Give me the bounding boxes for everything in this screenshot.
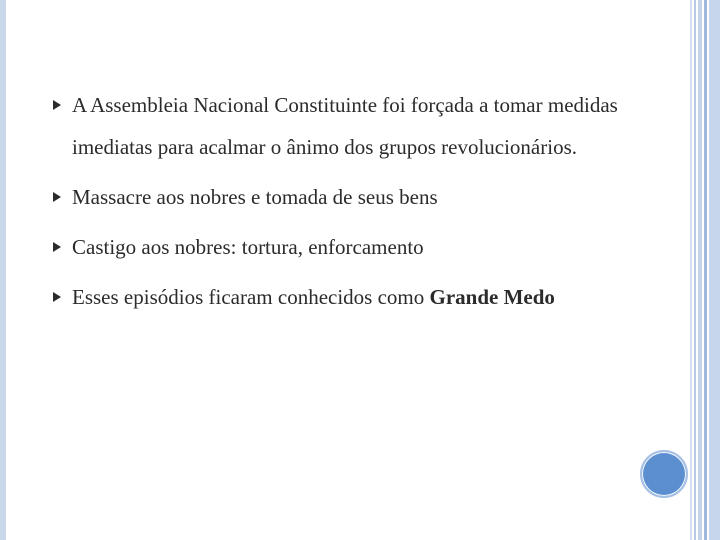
bullet-text xyxy=(72,285,555,309)
bullet-bold-term: Grande Medo xyxy=(429,285,555,309)
bullet-item-2 xyxy=(50,176,650,218)
right-decorative-stripes xyxy=(690,0,720,540)
triangle-bullet-icon xyxy=(53,100,61,110)
decorative-circle xyxy=(640,450,688,498)
bullet-item-3 xyxy=(50,226,650,268)
triangle-bullet-icon xyxy=(53,242,61,252)
stripe xyxy=(709,0,720,540)
stripe xyxy=(704,0,707,540)
bullet-text: Castigo aos nobres: tortura, enforcamento xyxy=(72,235,424,259)
stripe xyxy=(690,0,692,540)
bullet-item-4 xyxy=(50,276,650,318)
bullet-list xyxy=(50,84,650,318)
stripe xyxy=(698,0,702,540)
bullet-text: Massacre aos nobres e tomada de seus bens xyxy=(72,185,438,209)
bullet-text: A Assembleia Nacional Constituinte foi forçada a tomar medidas imediatas para acalmar o ânimo dos grupos revolucionários. xyxy=(72,93,618,159)
triangle-bullet-icon xyxy=(53,192,61,202)
bullet-item-1 xyxy=(50,84,650,168)
triangle-bullet-icon xyxy=(53,292,61,302)
bullet-text-prefix: Esses episódios ficaram conhecidos como xyxy=(72,285,430,309)
stripe xyxy=(694,0,696,540)
left-decorative-bar xyxy=(0,0,6,540)
